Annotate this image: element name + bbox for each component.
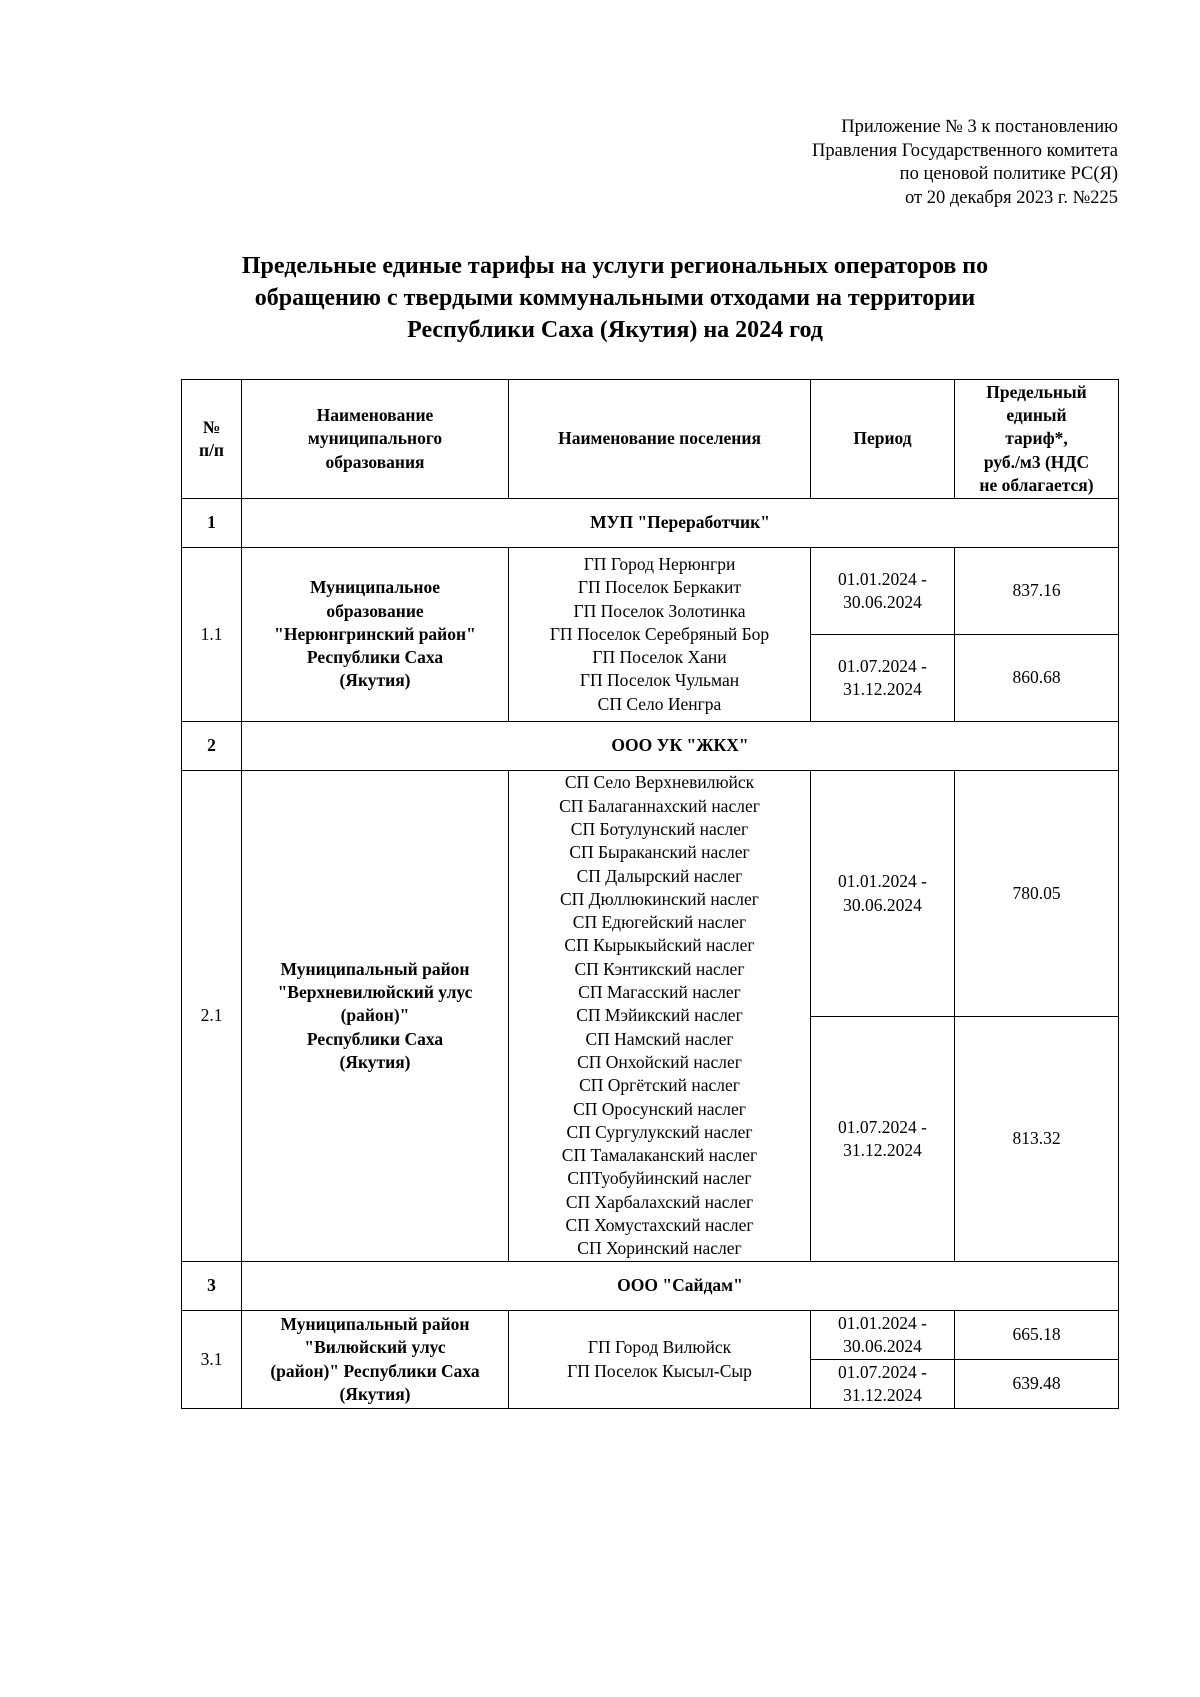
tariff-table <box>181 379 1119 1409</box>
table-body <box>182 499 1119 1409</box>
row-num: 3.1 <box>182 1311 242 1409</box>
period-cell <box>811 771 955 1017</box>
settlement-line: ГП Поселок Чульман <box>579 670 740 691</box>
tariff-cell: 665.18 <box>955 1311 1119 1360</box>
header-municipality <box>242 380 509 499</box>
municipality-line: "Вилюйский улус <box>304 1337 446 1358</box>
tariff-cell: 639.48 <box>955 1360 1119 1409</box>
settlements-cell <box>509 1311 811 1409</box>
municipality-line: Республики Саха <box>306 647 444 668</box>
operator-row <box>182 499 1119 548</box>
municipality-line: Республики Саха <box>306 1028 444 1049</box>
header-num <box>182 380 242 499</box>
header-text: тариф*, <box>1005 428 1068 449</box>
period-cell <box>811 635 955 722</box>
title-line: обращению с твердыми коммунальными отходами на территории <box>254 285 976 311</box>
operator-name: ООО УК "ЖКХ" <box>242 722 1119 771</box>
municipality-line: (Якутия) <box>339 1383 411 1404</box>
municipality-line: Муниципальный район <box>280 1313 470 1334</box>
header-text: образования <box>325 451 425 472</box>
period-line: 01.01.2024 - <box>838 568 927 589</box>
period-line: 01.07.2024 - <box>838 655 927 676</box>
settlement-line: СП Быраканский наслег <box>569 842 750 863</box>
municipality-line: (район)" Республики Саха <box>270 1360 480 1381</box>
table-row <box>182 1311 1119 1360</box>
settlement-line: ГП Город Вилюйск <box>587 1337 732 1358</box>
operator-name: ООО "Сайдам" <box>242 1262 1119 1311</box>
settlement-line: СП Оргётский наслег <box>579 1075 740 1096</box>
period-line: 30.06.2024 <box>843 1336 922 1356</box>
table-row <box>182 548 1119 635</box>
settlement-line: СП Сургулукский наслег <box>566 1121 753 1142</box>
appendix-line: Приложение № 3 к постановлению <box>841 117 1118 137</box>
settlement-line: СП Онхойский наслег <box>577 1051 742 1072</box>
period-line: 01.07.2024 - <box>838 1116 927 1137</box>
operator-row <box>182 722 1119 771</box>
municipality-line: Муниципальное <box>309 577 441 598</box>
period-line: 31.12.2024 <box>843 679 922 699</box>
settlement-line: СП Оросунский наслег <box>573 1098 746 1119</box>
title-line: Республики Саха (Якутия) на 2024 год <box>407 317 823 343</box>
row-num: 2.1 <box>182 771 242 1262</box>
header-text: единый <box>1006 405 1067 426</box>
period-line: 30.06.2024 <box>843 894 922 915</box>
period-line: 31.12.2024 <box>843 1140 922 1160</box>
period-cell <box>811 1360 955 1409</box>
period-line: 01.07.2024 - <box>838 1361 927 1382</box>
municipality-cell <box>242 548 509 722</box>
header-text: п/п <box>198 440 225 460</box>
municipality-line: (район)" <box>340 1005 410 1026</box>
municipality-line: "Нерюнгринский район" <box>274 623 476 644</box>
header-row <box>182 380 1119 499</box>
settlement-line: СП Харбалахский наслег <box>565 1191 754 1212</box>
tariff-cell: 837.16 <box>955 548 1119 635</box>
appendix-line: Правления Государственного комитета <box>812 140 1118 161</box>
tariff-cell: 780.05 <box>955 771 1119 1017</box>
document-title <box>150 250 1080 346</box>
settlement-line: СП Хоринский наслег <box>577 1238 742 1259</box>
header-period: Период <box>811 380 955 499</box>
header-text: Наименование <box>316 405 434 426</box>
settlement-line: ГП Поселок Кысыл-Сыр <box>567 1360 752 1381</box>
group-num: 2 <box>182 722 242 771</box>
settlement-line: СП Дюллюкинский наслег <box>560 888 759 909</box>
header-text: руб./м3 (НДС <box>983 451 1090 472</box>
settlement-line: СП Магасский наслег <box>578 982 741 1003</box>
settlement-line: ГП Поселок Серебряный Бор <box>549 623 770 644</box>
header-text: не облагается) <box>979 474 1094 495</box>
settlement-line: ГП Поселок Хани <box>592 647 727 668</box>
group-num: 3 <box>182 1262 242 1311</box>
title-line: Предельные единые тарифы на услуги региональных операторов по <box>241 253 989 279</box>
settlement-line: ГП Город Нерюнгри <box>583 553 736 574</box>
header-text: № <box>202 416 221 437</box>
tariff-cell: 813.32 <box>955 1017 1119 1262</box>
settlement-line: СП Тамалаканский наслег <box>561 1145 758 1166</box>
tariff-cell: 860.68 <box>955 635 1119 722</box>
settlement-line: СП Кырыкыйский наслег <box>564 935 755 956</box>
table-row <box>182 771 1119 1017</box>
appendix-line: от 20 декабря 2023 г. №225 <box>905 187 1118 208</box>
municipality-line: (Якутия) <box>339 670 411 691</box>
settlements-cell <box>509 771 811 1262</box>
settlement-line: СПТуобуйинский наслег <box>567 1168 752 1189</box>
settlement-line: СП Мэйикский наслег <box>576 1005 743 1026</box>
period-line: 01.01.2024 - <box>838 871 927 892</box>
appendix-line: по ценовой политике РС(Я) <box>899 164 1118 184</box>
period-cell <box>811 548 955 635</box>
settlement-line: ГП Поселок Золотинка <box>573 600 746 621</box>
header-settlement: Наименование поселения <box>509 380 811 499</box>
settlement-line: СП Балаганнахский наслег <box>559 795 760 816</box>
municipality-line: образование <box>326 600 424 621</box>
row-num: 1.1 <box>182 548 242 722</box>
operator-row <box>182 1262 1119 1311</box>
settlement-line: СП Село Иенгра <box>597 693 722 714</box>
municipality-cell <box>242 1311 509 1409</box>
operator-name: МУП "Переработчик" <box>242 499 1119 548</box>
header-text: муниципального <box>307 428 443 449</box>
group-num: 1 <box>182 499 242 548</box>
municipality-line: (Якутия) <box>339 1051 411 1072</box>
settlement-line: СП Село Верхневилюйск <box>564 772 755 793</box>
settlement-line: СП Кэнтикский наслег <box>574 958 745 979</box>
settlement-line: СП Едюгейский наслег <box>572 912 747 933</box>
period-line: 01.01.2024 - <box>838 1312 927 1333</box>
header-text: Предельный <box>986 381 1087 402</box>
period-line: 31.12.2024 <box>843 1385 922 1405</box>
municipality-line: Муниципальный район <box>280 958 470 979</box>
header-tariff <box>955 380 1119 499</box>
period-cell <box>811 1311 955 1360</box>
settlement-line: СП Далырский наслег <box>576 865 743 886</box>
settlement-line: СП Хомустахский наслег <box>565 1215 754 1236</box>
settlement-line: СП Намский наслег <box>585 1028 734 1049</box>
settlement-line: ГП Поселок Беркакит <box>577 577 742 598</box>
municipality-line: "Верхневилюйский улус <box>277 982 473 1003</box>
period-cell <box>811 1017 955 1262</box>
appendix-note <box>812 116 1118 210</box>
period-line: 30.06.2024 <box>843 592 922 612</box>
settlement-line: СП Ботулунский наслег <box>570 818 749 839</box>
municipality-cell <box>242 771 509 1262</box>
settlements-cell <box>509 548 811 722</box>
